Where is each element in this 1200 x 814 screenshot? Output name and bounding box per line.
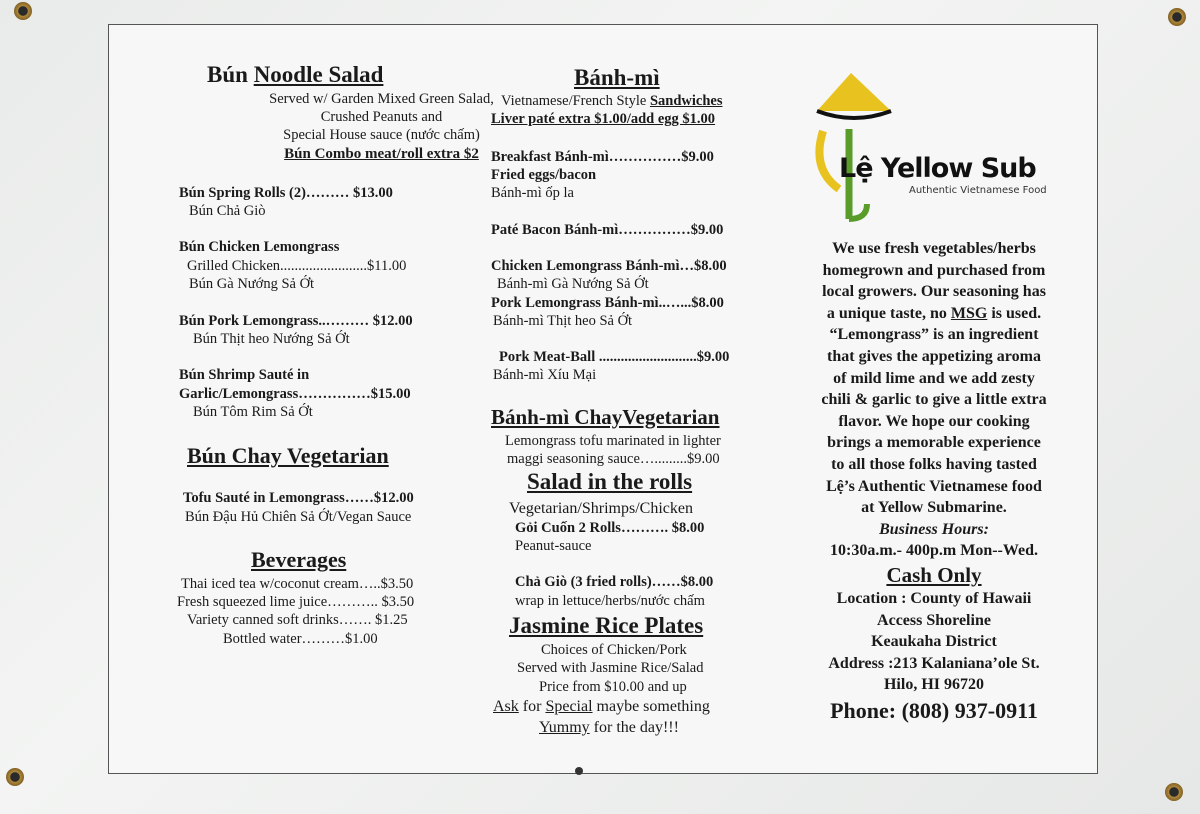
restaurant-logo <box>809 69 1059 229</box>
banhmi-item-meatball-sub: Bánh-mì Xíu Mại <box>493 367 597 383</box>
banhmi-title: Bánh-mì <box>574 65 660 90</box>
bun-veg-sub: Bún Đậu Hủ Chiên Sả Ớt/Vegan Sauce <box>185 509 412 525</box>
hours-title: Business Hours: <box>879 520 989 538</box>
yummy-rest: for the day!!! <box>589 719 679 736</box>
banhmi-item-meatball: Pork Meat-Ball ...........................$9.00 <box>499 349 730 365</box>
about-msg-pre: a unique taste, no <box>826 304 951 322</box>
banhmi-item-pork-sub: Bánh-mì Thịt heo Sả Ớt <box>493 313 633 329</box>
about-line: brings a memorable experience <box>827 434 1041 452</box>
banhmi-item-pate: Paté Bacon Bánh-mì……………$9.00 <box>491 222 724 238</box>
rice-desc-2: Served with Jasmine Rice/Salad <box>517 660 704 676</box>
grommet-icon <box>1168 8 1186 26</box>
bun-title-underlined: Noodle Salad <box>253 62 384 87</box>
about-text <box>799 238 1069 726</box>
grommet-icon <box>6 768 24 786</box>
about-line: that gives the appetizing aroma <box>827 347 1041 365</box>
menu-frame <box>108 24 1098 774</box>
salad-item-cha-gio: Chả Giò (3 fried rolls)……$8.00 <box>515 574 714 590</box>
grommet-icon <box>14 2 32 20</box>
banhmi-item-breakfast: Breakfast Bánh-mì……………$9.00 <box>491 149 714 165</box>
logo-tagline: Authentic Vietnamese Food <box>909 185 1047 196</box>
banhmi-desc-text: Vietnamese/French Style <box>501 93 650 109</box>
beverage-item: Variety canned soft drinks……. $1.25 <box>187 612 408 628</box>
banhmi-item-breakfast-sub: Bánh-mì ốp la <box>491 185 574 201</box>
beverage-item: Thai iced tea w/coconut cream…..$3.50 <box>181 576 414 592</box>
ask-word: Ask <box>493 698 519 715</box>
yummy-word: Yummy <box>539 719 590 736</box>
location-line: Keaukaha District <box>871 633 997 651</box>
banhmi-item-breakfast-line2: Fried eggs/bacon <box>491 167 597 183</box>
grommet-icon <box>1165 783 1183 801</box>
bun-item-chicken-line2: Grilled Chicken........................$11.00 <box>187 258 407 274</box>
bun-veg-title: Bún Chay Vegetarian <box>187 443 389 468</box>
about-line: chili & garlic to give a little extra <box>821 391 1047 409</box>
about-line: homegrown and purchased from <box>822 261 1046 279</box>
bun-item-spring-rolls: Bún Spring Rolls (2)……… $13.00 <box>179 185 393 201</box>
ask-for: for <box>518 698 546 715</box>
bun-veg-item: Tofu Sauté in Lemongrass……$12.00 <box>183 490 414 506</box>
about-line: flavor. We hope our cooking <box>838 412 1030 430</box>
salad-rolls-title: Salad in the rolls <box>527 469 693 494</box>
rice-desc-3: Price from $10.00 and up <box>539 679 687 695</box>
bun-desc-1: Served w/ Garden Mixed Green Salad, <box>269 91 494 107</box>
salad-item-goi-cuon: Gỏi Cuốn 2 Rolls………. $8.00 <box>515 520 705 536</box>
about-line: of mild lime and we add zesty <box>833 369 1035 387</box>
about-line: “Lemongrass” is an ingredient <box>829 326 1039 344</box>
ask-special <box>493 698 710 716</box>
logo-name: Lệ Yellow Sub <box>839 153 1036 184</box>
bun-combo: Bún Combo meat/roll extra $2 <box>284 146 479 162</box>
address-line: Address :213 Kalaniana’ole St. <box>828 654 1040 672</box>
bun-desc-2: Crushed Peanuts and <box>320 109 443 125</box>
ask-rest: maybe something <box>592 698 710 715</box>
location-line: Location : County of Hawaii <box>836 589 1032 607</box>
grommet-icon <box>575 767 583 775</box>
bun-item-shrimp-line2: Garlic/Lemongrass……………$15.00 <box>179 386 411 402</box>
about-line: We use fresh vegetables/herbs <box>832 240 1036 257</box>
rice-plates-title: Jasmine Rice Plates <box>509 613 704 638</box>
beverage-item: Bottled water………$1.00 <box>223 631 378 647</box>
phone-number: Phone: (808) 937-0911 <box>830 697 1038 723</box>
bun-item-chicken: Bún Chicken Lemongrass <box>179 239 340 255</box>
bun-item-shrimp-sub: Bún Tôm Rim Sả Ớt <box>193 404 313 420</box>
about-line: Lệ’s Authentic Vietnamese food <box>826 477 1042 495</box>
cash-only: Cash Only <box>886 562 982 587</box>
about-line: to all those folks having tasted <box>831 455 1037 473</box>
banhmi-item-chicken: Chicken Lemongrass Bánh-mì…$8.00 <box>491 258 727 274</box>
yummy-line <box>539 719 679 737</box>
address-line: Hilo, HI 96720 <box>883 676 984 694</box>
bun-title-word: Bún <box>207 62 254 87</box>
rice-desc-1: Choices of Chicken/Pork <box>541 642 687 658</box>
salad-item-goi-cuon-sub: Peanut-sauce <box>515 538 592 554</box>
location-line: Access Shoreline <box>877 611 991 629</box>
banhmi-desc-sandwiches: Sandwiches <box>649 93 723 109</box>
banhmi-item-chicken-sub: Bánh-mì Gà Nướng Sả Ớt <box>497 276 649 292</box>
special-word: Special <box>545 698 593 715</box>
about-line <box>799 303 1069 325</box>
banhmi-item-pork: Pork Lemongrass Bánh-mì..…...$8.00 <box>491 295 724 311</box>
banhmi-veg-desc-1: Lemongrass tofu marinated in lighter <box>505 433 721 449</box>
banhmi-extra: Liver paté extra $1.00/add egg $1.00 <box>491 111 716 127</box>
banhmi-desc <box>501 93 722 110</box>
salad-item-cha-gio-sub: wrap in lettuce/herbs/nước chấm <box>515 593 705 609</box>
about-msg: MSG <box>950 304 988 322</box>
bun-item-pork-sub: Bún Thịt heo Nướng Sả Ớt <box>193 331 350 347</box>
about-line: at Yellow Submarine. <box>861 499 1007 517</box>
bun-item-shrimp: Bún Shrimp Sauté in <box>179 367 310 383</box>
about-msg-post: is used. <box>987 304 1042 322</box>
banhmi-veg-title: Bánh-mì ChayVegetarian <box>491 405 720 429</box>
about-line: local growers. Our seasoning has <box>822 283 1046 301</box>
bun-title <box>207 62 383 88</box>
hours: 10:30a.m.- 400p.m Mon--Wed. <box>830 542 1038 560</box>
banhmi-veg-desc-2: maggi seasoning sauce….........$9.00 <box>507 451 720 467</box>
beverages-title: Beverages <box>251 547 347 572</box>
logo-graphic-icon <box>809 69 1059 229</box>
bun-item-pork: Bún Pork Lemongrass..……… $12.00 <box>179 313 413 329</box>
bun-item-spring-rolls-sub: Bún Chả Giò <box>189 203 266 219</box>
beverage-item: Fresh squeezed lime juice……….. $3.50 <box>177 594 415 610</box>
bun-desc-3: Special House sauce (nước chấm) <box>283 127 480 143</box>
salad-rolls-desc: Vegetarian/Shrimps/Chicken <box>509 500 693 517</box>
bun-item-chicken-sub: Bún Gà Nướng Sả Ớt <box>189 276 315 292</box>
